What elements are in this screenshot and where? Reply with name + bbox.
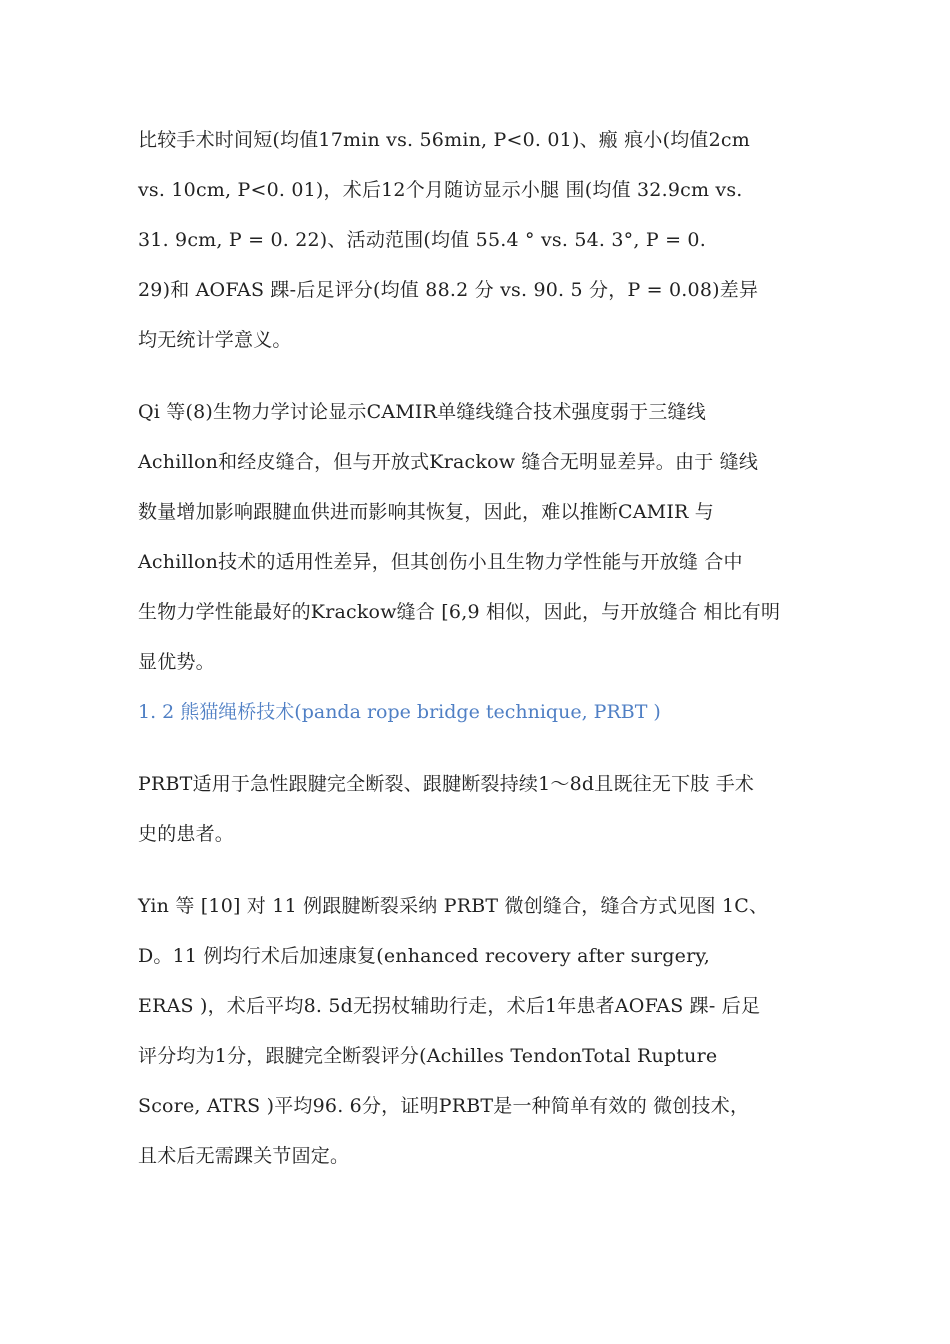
- text-line: 数量增加影响跟腱血供进而影响其恢复，因此，难以推断CAMIR 与: [138, 501, 714, 523]
- text-line: vs. 10cm, P<0. 01)，术后12个月随访显示小腿 围(均值 32.9cm vs.: [138, 179, 743, 201]
- document-body: [138, 115, 822, 1181]
- text-line: 比较手术时间短(均值17min vs. 56min, P<0. 01)、瘢 痕小(均值2cm: [138, 129, 750, 151]
- paragraph-surgery-comparison: [138, 115, 822, 365]
- paragraph-yin-study: [138, 881, 822, 1181]
- section-heading-prbt: 1. 2 熊猫绳桥技术(panda rope bridge technique, PRBT ): [138, 701, 661, 723]
- text-line: 生物力学性能最好的Krackow缝合 [6,9 相似，因此，与开放缝合 相比有明: [138, 601, 781, 623]
- text-line: 评分均为1分，跟腱完全断裂评分(Achilles TendonTotal Rupture: [138, 1045, 718, 1067]
- text-line: D。11 例均行术后加速康复(enhanced recovery after surgery,: [138, 945, 711, 967]
- text-line: Yin 等 [10] 对 11 例跟腱断裂采纳 PRBT 微创缝合，缝合方式见图 1C、: [138, 895, 769, 917]
- paragraph-prbt-indications: [138, 759, 822, 859]
- text-line: Achillon技术的适用性差异，但其创伤小且生物力学性能与开放缝 合中: [138, 551, 743, 573]
- text-line: 均无统计学意义。: [138, 329, 292, 351]
- text-line: Qi 等(8)生物力学讨论显示CAMIR单缝线缝合技术强度弱于三缝线: [138, 401, 706, 423]
- text-line: Score, ATRS )平均96. 6分，证明PRBT是一种简单有效的 微创技术，: [138, 1095, 750, 1117]
- text-line: 且术后无需踝关节固定。: [138, 1145, 350, 1167]
- text-line: 29)和 AOFAS 踝-后足评分(均值 88.2 分 vs. 90. 5 分，P = 0.08)差异: [138, 279, 759, 301]
- text-line: Achillon和经皮缝合，但与开放式Krackow 缝合无明显差异。由于 缝线: [138, 451, 759, 473]
- text-line: 史的患者。: [138, 823, 235, 845]
- paragraph-qi-biomechanics: [138, 387, 822, 687]
- text-line: ERAS )，术后平均8. 5d无拐杖辅助行走，术后1年患者AOFAS 踝- 后足: [138, 995, 761, 1017]
- text-line: PRBT适用于急性跟腱完全断裂、跟腱断裂持续1〜8d且既往无下肢 手术: [138, 773, 755, 795]
- text-line: 显优势。: [138, 651, 215, 673]
- text-line: 31. 9cm, P = 0. 22)、活动范围(均值 55.4 ° vs. 54. 3°, P = 0.: [138, 229, 706, 251]
